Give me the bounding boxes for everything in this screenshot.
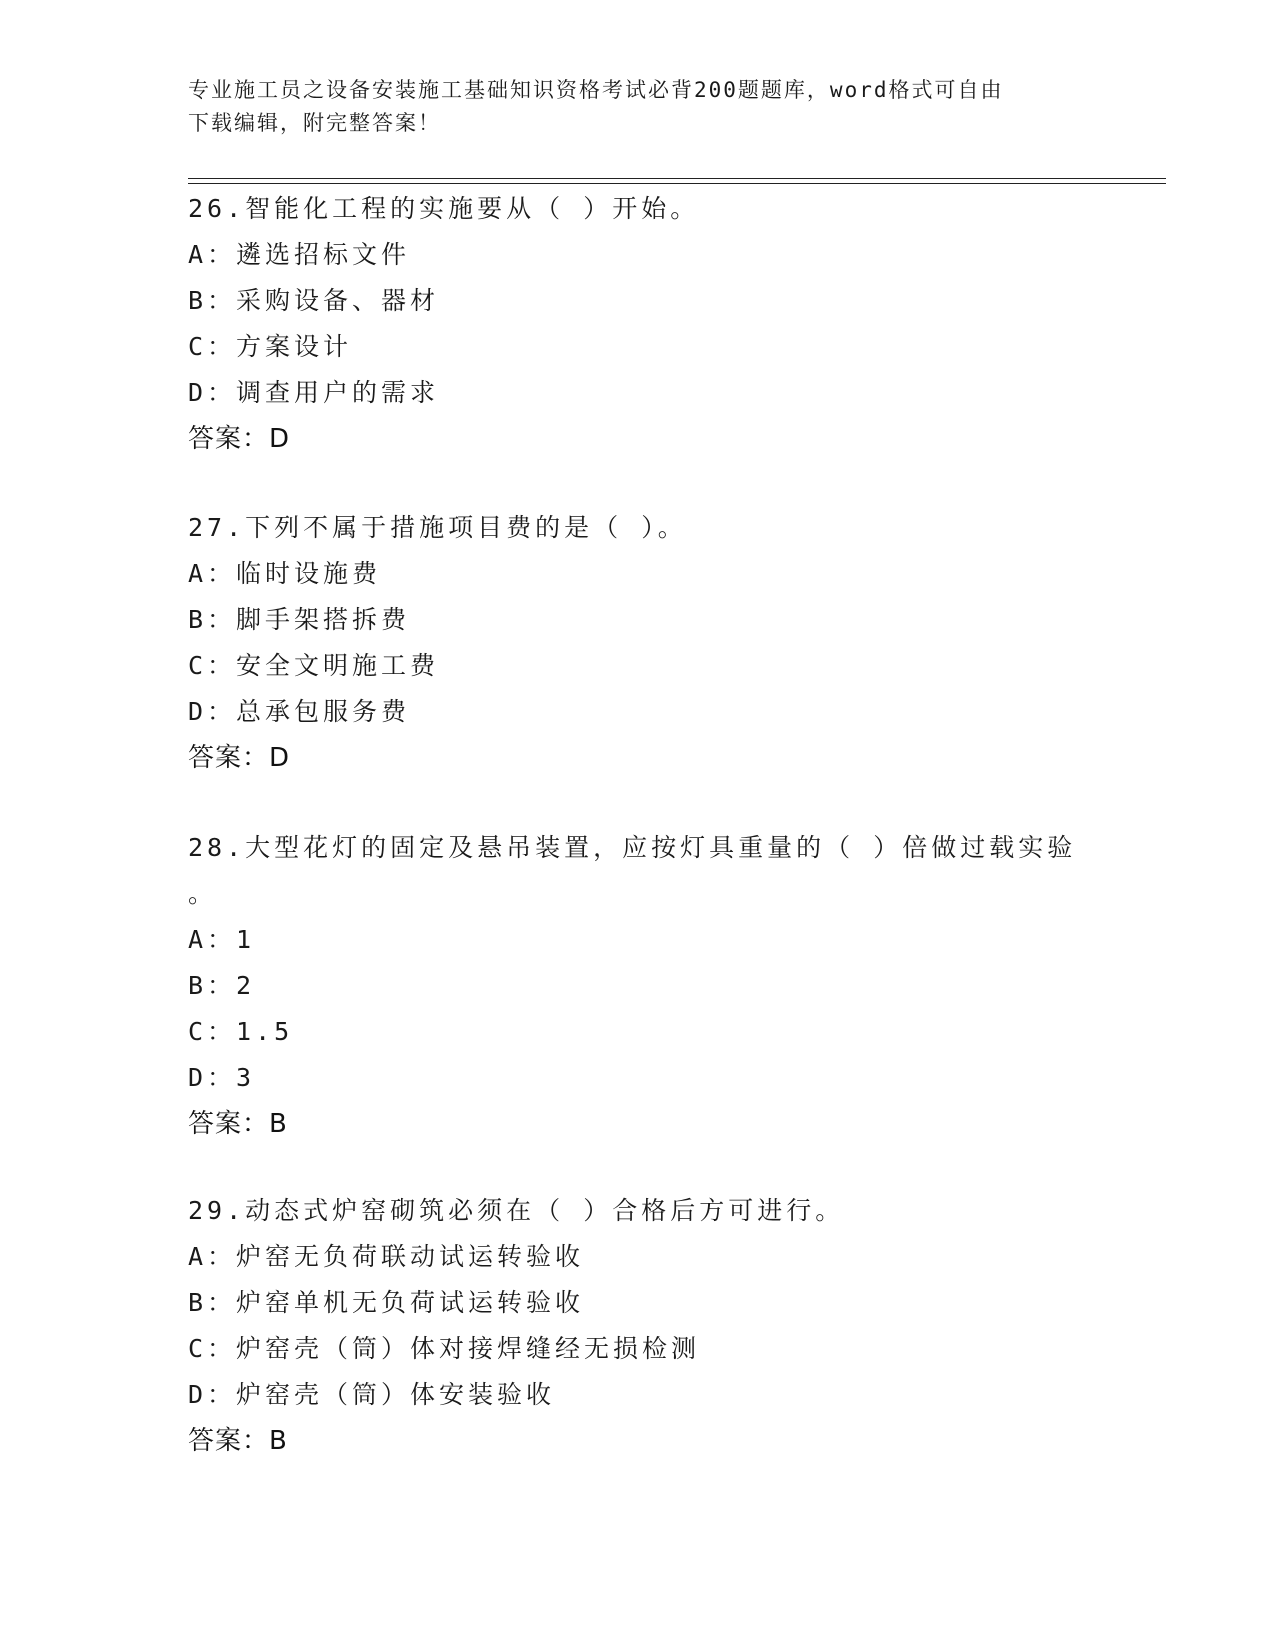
question-27 xyxy=(188,505,1088,781)
question-stem-continuation: 。 xyxy=(188,879,214,908)
question-stem: 26.智能化工程的实施要从（ ）开始。 xyxy=(188,194,700,223)
option-d: D：炉窑壳（筒）体安装验收 xyxy=(188,1380,556,1409)
header-line-2: 下载编辑，附完整答案！ xyxy=(188,111,441,135)
answer: 答案：B xyxy=(188,1426,288,1456)
answer: 答案：D xyxy=(188,743,291,773)
option-b: B：采购设备、器材 xyxy=(188,286,440,315)
option-a: A：1 xyxy=(188,925,256,954)
option-d: D：总承包服务费 xyxy=(188,697,411,726)
option-b: B：炉窑单机无负荷试运转验收 xyxy=(188,1288,585,1317)
option-c: C：安全文明施工费 xyxy=(188,651,440,680)
question-stem: 28.大型花灯的固定及悬吊装置，应按灯具重量的（ ）倍做过载实验 xyxy=(188,833,1077,862)
question-28 xyxy=(188,825,1088,1147)
question-stem: 29.动态式炉窑砌筑必须在（ ）合格后方可进行。 xyxy=(188,1196,845,1225)
question-26 xyxy=(188,186,1088,462)
option-a: A：临时设施费 xyxy=(188,559,382,588)
option-d: D：调查用户的需求 xyxy=(188,378,440,407)
answer: 答案：B xyxy=(188,1109,288,1139)
option-c: C：1.5 xyxy=(188,1017,294,1046)
option-b: B：脚手架搭拆费 xyxy=(188,605,411,634)
option-c: C：方案设计 xyxy=(188,332,353,361)
answer: 答案：D xyxy=(188,424,291,454)
question-29 xyxy=(188,1188,1088,1464)
option-a: A：遴选招标文件 xyxy=(188,240,411,269)
option-c: C：炉窑壳（筒）体对接焊缝经无损检测 xyxy=(188,1334,701,1363)
document-header xyxy=(188,74,1088,140)
option-d: D：3 xyxy=(188,1063,256,1092)
option-a: A：炉窑无负荷联动试运转验收 xyxy=(188,1242,585,1271)
header-line-1: 专业施工员之设备安装施工基础知识资格考试必背200题题库，word格式可自由 xyxy=(188,78,1004,102)
header-divider-top xyxy=(188,178,1166,179)
header-divider-bottom xyxy=(188,183,1166,184)
question-stem: 27.下列不属于措施项目费的是（ ）。 xyxy=(188,513,687,542)
option-b: B：2 xyxy=(188,971,256,1000)
